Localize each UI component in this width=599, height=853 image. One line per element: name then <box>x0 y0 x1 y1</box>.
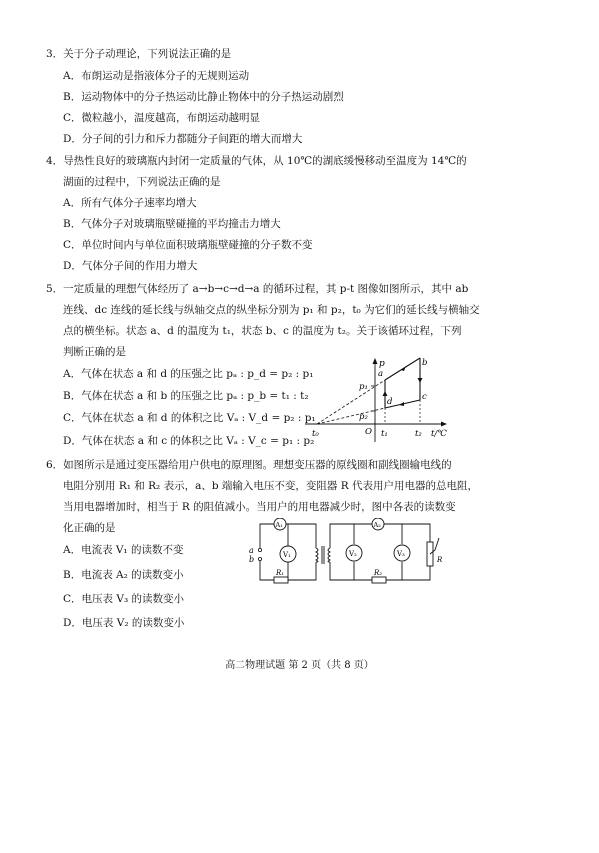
resistor-r-label: R <box>437 556 443 564</box>
p2-label: p₂ <box>359 412 368 422</box>
page-footer: 高二物理试题 第 2 页（共 8 页） <box>225 660 374 671</box>
terminal-b-label: b <box>249 555 255 564</box>
q6-option-d: D．电压表 V₂ 的读数变小 <box>63 617 185 629</box>
q5-option-c: C．气体在状态 a 和 d 的体积之比 Vₐ : V_d = p₂ : p₁ <box>63 412 316 424</box>
q6-stem-2: 电阻分别用 R₁ 和 R₂ 表示，a、b 端输入电压不变，变阻器 R 代表用户用电器的总电阻， <box>63 480 478 492</box>
p-axis-arrow <box>373 358 378 364</box>
q6-stem-3: 当用电器增加时，相当于 R 的阻值减小。当用户的用电器减少时，图中各表的读数变 <box>63 501 456 513</box>
voltmeter-v3-label: V₃ <box>397 550 405 558</box>
state-a-label: a <box>378 369 384 379</box>
q5-stem-3: 点的横坐标。状态 a、d 的温度为 t₁，状态 b、c 的温度为 t₂。关于该循环过程，下列 <box>63 325 462 337</box>
q4-stem-2: 湖面的过程中，下列说法正确的是 <box>63 176 221 188</box>
t0-label: t₀ <box>312 429 319 439</box>
pt-diagram <box>303 356 451 446</box>
q6-stem-4: 化正确的是 <box>63 522 116 534</box>
q4-option-b: B．气体分子对玻璃瓶壁碰撞的平均撞击力增大 <box>63 218 281 230</box>
terminal-b <box>258 557 261 560</box>
q3-option-c: C．微粒越小，温度越高，布朗运动越明显 <box>63 112 261 124</box>
state-b-label: b <box>422 358 428 368</box>
terminal-a <box>258 548 261 551</box>
voltmeter-v1-label: V₁ <box>283 551 291 559</box>
q4-stem-1: 4．导热性良好的玻璃瓶内封闭一定质量的气体，从 10℃的湖底缓慢移动至温度为 14℃的 <box>46 155 467 167</box>
arrow-da <box>383 391 388 396</box>
t2-label: t₂ <box>415 429 422 439</box>
q5-stem-1: 5．一定质量的理想气体经历了 a→b→c→d→a 的循环过程，其 p-t 图像如图所示，其中 ab <box>46 283 469 295</box>
ammeter-a2-label: A₂ <box>373 521 381 529</box>
q6-stem-1: 6．如图所示是通过变压器给用户供电的原理图。理想变压器的原线圈和副线圈输电线的 <box>46 459 452 471</box>
q5-option-b: B．气体在状态 a 和 b 的压强之比 pₐ : p_b = t₁ : t₂ <box>63 390 309 402</box>
q5-option-a: A．气体在状态 a 和 d 的压强之比 pₐ : p_d = p₂ : p₁ <box>63 368 314 380</box>
terminal-a-label: a <box>249 546 254 555</box>
q5-option-d: D．气体在状态 a 和 c 的体积之比 Vₐ : V_c = p₁ : p₂ <box>63 435 315 447</box>
q6-option-a: A．电流表 V₁ 的读数不变 <box>63 544 184 556</box>
q3-stem: 3．关于分子动理论，下列说法正确的是 <box>46 48 232 60</box>
resistor-r1 <box>274 577 288 583</box>
ammeter-a1-label: A₁ <box>275 521 283 529</box>
primary-coil <box>316 548 318 562</box>
q6-option-b: B．电流表 A₂ 的读数变小 <box>63 569 184 581</box>
q4-option-d: D．气体分子间的作用力增大 <box>63 260 198 272</box>
q6-option-c: C．电压表 V₃ 的读数变小 <box>63 593 185 605</box>
voltmeter-v2-label: V₂ <box>349 550 357 558</box>
arrow-cd <box>399 402 404 406</box>
arrow-ab <box>401 366 406 371</box>
arrow-bc <box>418 378 423 383</box>
q5-stem-2: 连线、dc 连线的延长线与纵轴交点的纵坐标分别为 p₁ 和 p₂，t₀ 为它们的延长线与横轴交 <box>63 304 480 316</box>
resistor-r2-label: R₂ <box>374 569 383 577</box>
t-axis-label: t/℃ <box>431 429 447 439</box>
p-axis-label: p <box>379 359 385 369</box>
q3-option-b: B．运动物体中的分子热运动比静止物体中的分子热运动剧烈 <box>63 91 344 103</box>
q4-option-a: A．所有气体分子速率均增大 <box>63 197 197 209</box>
transformer-circuit <box>236 518 448 592</box>
resistor-r1-label: R₁ <box>276 569 285 577</box>
state-d-label: d <box>387 397 393 407</box>
origin-label: O <box>365 427 372 437</box>
state-c-label: c <box>422 392 427 402</box>
t-axis-arrow <box>441 422 447 427</box>
q4-option-c: C．单位时间内与单位面积玻璃瓶壁碰撞的分子数不变 <box>63 239 313 251</box>
q3-option-a: A．布朗运动是指液体分子的无规则运动 <box>63 70 250 82</box>
p1-label: p₁ <box>359 382 368 392</box>
resistor-r2 <box>372 577 386 583</box>
t1-label: t₁ <box>381 429 388 439</box>
q3-option-d: D．分子间的引力和斥力都随分子间距的增大而增大 <box>63 133 303 145</box>
secondary-coil <box>328 548 330 562</box>
q5-stem-4: 判断正确的是 <box>63 346 126 358</box>
